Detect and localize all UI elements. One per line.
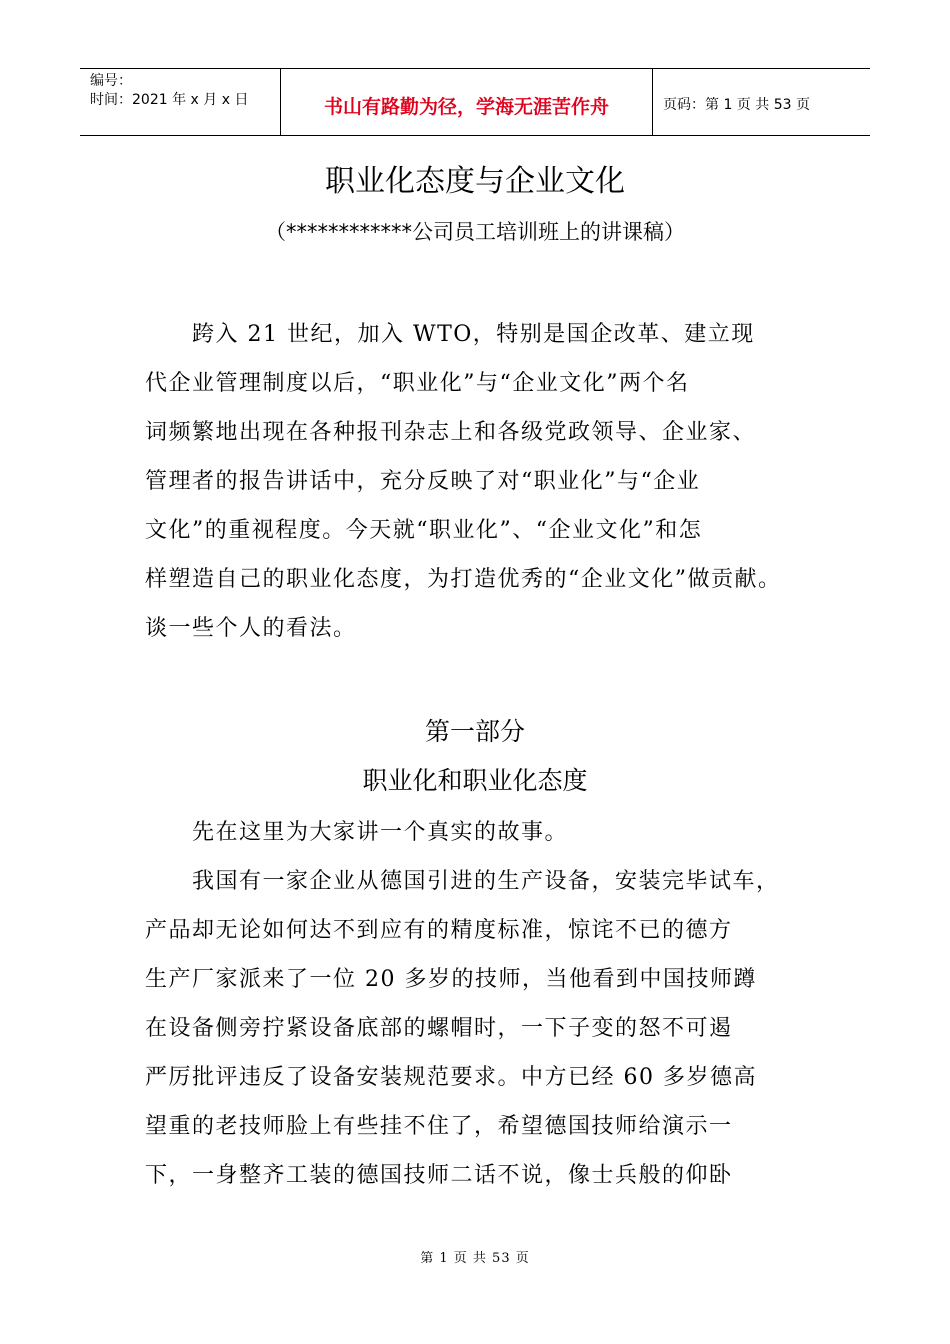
intro-line: 谈一些个人的看法。: [145, 616, 357, 641]
story-line: 产品却无论如何达不到应有的精度标准，惊诧不已的德方: [145, 918, 733, 943]
story-line: 生产厂家派来了一位 20 多岁的技师，当他看到中国技师蹲: [145, 967, 757, 992]
section-heading: 职业化和职业化态度: [362, 766, 588, 795]
intro-paragraph: [145, 310, 810, 653]
story-line: 望重的老技师脸上有些挂不住了，希望德国技师给演示一: [145, 1114, 733, 1139]
header-meta-cell: [80, 69, 281, 135]
intro-line: 管理者的报告讲话中，充分反映了对“职业化”与“企业: [145, 469, 701, 494]
intro-line: 样塑造自己的职业化态度，为打造优秀的“企业文化”做贡献。: [145, 567, 782, 592]
intro-line: 文化”的重视程度。今天就“职业化”、“企业文化”和怎: [145, 518, 703, 543]
header-motto: 书山有路勤为径，学海无涯苦作舟: [281, 69, 653, 135]
page-footer: 第 1 页 共 53 页: [420, 1251, 530, 1266]
intro-line: 跨入 21 世纪，加入 WTO，特别是国企改革、建立现: [145, 322, 755, 347]
story-line: 严厉批评违反了设备安装规范要求。中方已经 60 多岁德高: [145, 1065, 757, 1090]
document-header: [80, 68, 870, 136]
story-intro-paragraph: [145, 808, 810, 857]
story-line: 下，一身整齐工装的德国技师二话不说，像士兵般的仰卧: [145, 1163, 733, 1188]
header-page-info: 页码：第 1 页 共 53 页: [663, 97, 810, 113]
document-subtitle: （************公司员工培训班上的讲课稿）: [265, 220, 685, 244]
intro-line: 代企业管理制度以后，“职业化”与“企业文化”两个名: [145, 371, 690, 396]
story-line: 我国有一家企业从德国引进的生产设备，安装完毕试车，: [145, 869, 780, 894]
section-part-heading: 第一部分: [424, 717, 525, 746]
document-date: 时间：2021 年 x 月 x 日: [90, 92, 249, 108]
intro-line: 词频繁地出现在各种报刊杂志上和各级党政领导、企业家、: [145, 420, 757, 445]
story-paragraph: [145, 857, 810, 1200]
story-line: 在设备侧旁拧紧设备底部的螺帽时，一下子变的怒不可遏: [145, 1016, 733, 1041]
document-title: 职业化态度与企业文化: [325, 164, 625, 199]
document-number-label: 编号：: [90, 73, 132, 89]
story-intro-line: 先在这里为大家讲一个真实的故事。: [145, 820, 569, 845]
